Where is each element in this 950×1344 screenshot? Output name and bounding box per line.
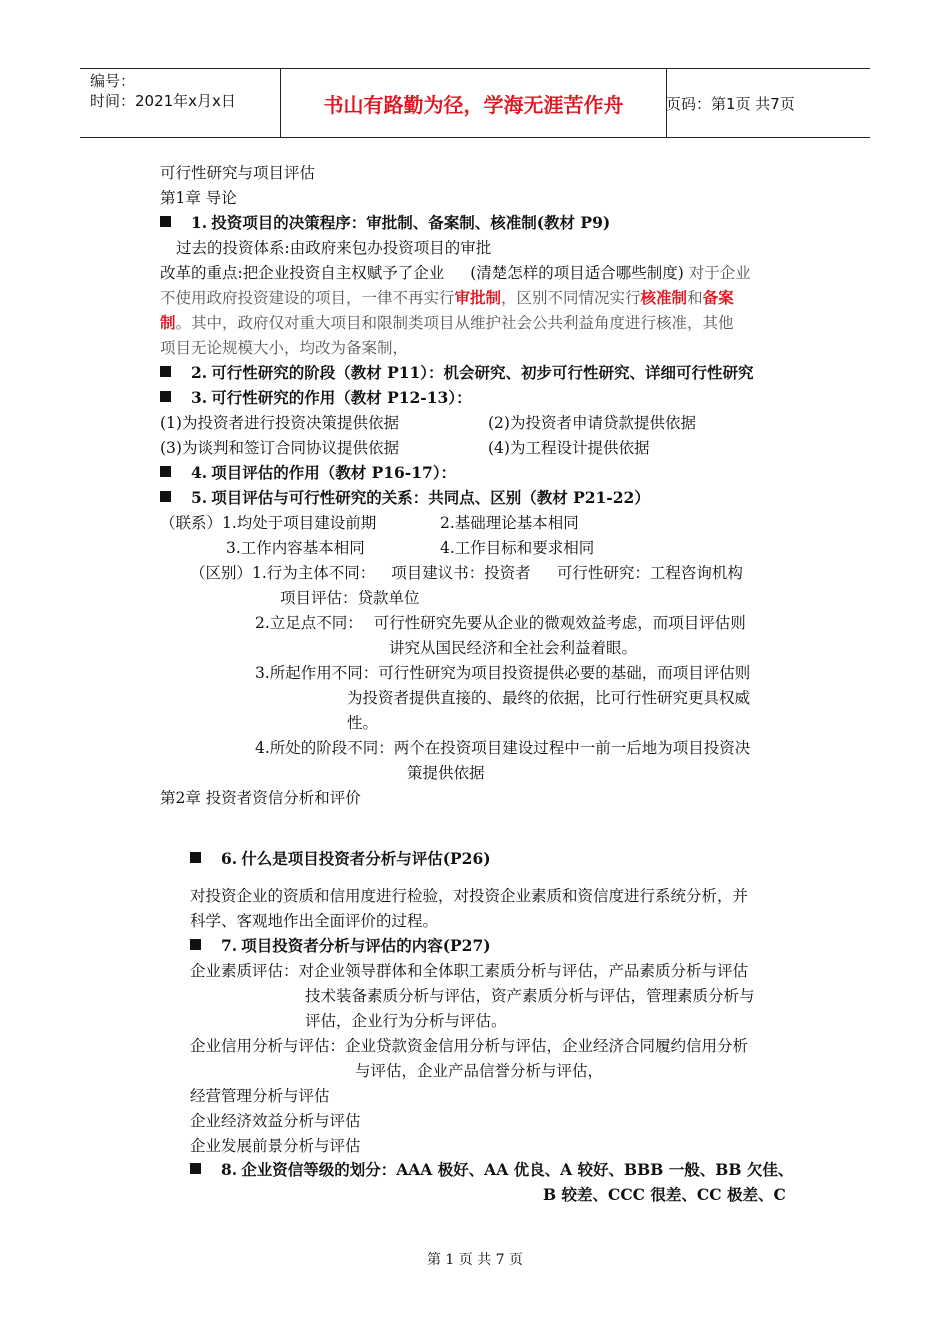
item-text: 可行性研究的阶段（教材 P11）：机会研究、初步可行性研究、详细可行性研究	[211, 363, 754, 382]
item-text: 项目投资者分析与评估的内容(P27)	[241, 936, 491, 955]
item-7	[190, 935, 491, 957]
text-run: 对于企业	[683, 264, 751, 282]
text-run: 项目建议书：投资者	[391, 564, 531, 582]
header-page	[666, 69, 870, 137]
item-5	[160, 487, 650, 509]
item-3	[160, 387, 472, 409]
evaluation-line: 企业经济效益分析与评估	[190, 1112, 361, 1130]
highlight-verification: 核准制	[640, 288, 688, 307]
text-run: ，区别不同情况实行	[501, 289, 641, 307]
relation-item: 3.工作内容基本相同	[226, 539, 365, 557]
difference-3: 3.所起作用不同：可行性研究为项目投资提供必要的基础，而项目评估则	[255, 664, 751, 682]
header-page-text: 页码：第1页 共7页	[666, 94, 795, 113]
relation-item: （联系）1.均处于项目建设前期	[160, 514, 377, 532]
text-run: 可行性研究：工程咨询机构	[556, 564, 743, 582]
evaluation-line: 经营管理分析与评估	[190, 1087, 330, 1105]
difference-4: 4.所处的阶段不同：两个在投资项目建设过程中一前一后地为项目投资决	[255, 739, 751, 757]
bullet-square-icon	[160, 491, 171, 502]
item-number: 4.	[191, 463, 208, 482]
text-run: 可行性研究先要从企业的微观效益考虑，而项目评估则	[373, 614, 746, 632]
evaluation-line: 企业信用分析与评估：企业贷款资金信用分析与评估，企业经济合同履约信用分析	[190, 1037, 749, 1055]
text-run: 和	[687, 289, 703, 307]
text-run: 改革的重点:把企业投资自主权赋予了企业	[160, 264, 445, 282]
text-run: (清楚怎样的项目适合哪些制度)	[470, 264, 684, 282]
text-run: 2.立足点不同：	[255, 614, 363, 632]
paragraph-line	[160, 287, 734, 309]
bullet-square-icon	[190, 852, 201, 863]
item-number: 2.	[191, 363, 208, 382]
difference-1	[190, 562, 743, 584]
paragraph-line: 科学、客观地作出全面评价的过程。	[190, 912, 439, 930]
item-1	[160, 212, 610, 234]
item-number: 7.	[221, 936, 238, 955]
paragraph-line: 对投资企业的资质和信用度进行检验，对投资企业素质和资信度进行系统分析，并	[190, 887, 749, 905]
difference-1-cont: 项目评估：贷款单位	[280, 589, 420, 607]
evaluation-line: 企业发展前景分析与评估	[190, 1137, 361, 1155]
evaluation-line: 评估，企业行为分析与评估。	[305, 1012, 507, 1030]
bullet-square-icon	[190, 939, 201, 950]
item-text: 可行性研究的作用（教材 P12-13）：	[211, 388, 472, 407]
paragraph-line: 项目无论规模大小，均改为备案制，	[160, 339, 409, 357]
item-number: 5.	[191, 488, 208, 507]
highlight-filing: 备案	[702, 288, 734, 307]
item-text: 项目评估的作用（教材 P16-17）：	[211, 463, 457, 482]
item-6	[190, 848, 491, 870]
difference-2	[255, 612, 746, 634]
chapter-2-title: 第2章 投资者资信分析和评价	[160, 789, 361, 807]
header-date: 时间：2021年x月x日	[90, 92, 236, 110]
difference-3-cont: 为投资者提供直接的、最终的依据，比可行性研究更具权威	[347, 689, 751, 707]
doc-title: 可行性研究与项目评估	[160, 164, 316, 182]
item-text: 投资项目的决策程序：审批制、备案制、核准制(教材 P9)	[211, 213, 611, 232]
chapter-1-title: 第1章 导论	[160, 189, 237, 207]
item-2	[160, 362, 754, 384]
evaluation-line: 与评估，企业产品信誉分析与评估，	[355, 1062, 604, 1080]
page-footer: 第 1 页 共 7 页	[426, 1252, 524, 1268]
text-run: 不使用政府投资建设的项目，一律不再实行	[160, 289, 455, 307]
paragraph-line: 过去的投资体系:由政府来包办投资项目的审批	[176, 239, 492, 257]
evaluation-line: 技术装备素质分析与评估，资产素质分析与评估，管理素质分析与	[305, 987, 755, 1005]
evaluation-line: 企业素质评估：对企业领导群体和全体职工素质分析与评估，产品素质分析与评估	[190, 962, 749, 980]
difference-2-cont: 讲究从国民经济和全社会利益着眼。	[389, 639, 638, 657]
item-number: 6.	[221, 849, 238, 868]
relation-item: 4.工作目标和要求相同	[440, 539, 595, 557]
bullet-square-icon	[160, 391, 171, 402]
item-number: 1.	[191, 213, 208, 232]
bullet-square-icon	[160, 366, 171, 377]
item-4	[160, 462, 456, 484]
item-text: 企业资信等级的划分：AAA 极好、AA 优良、A 较好、BBB 一般、BB 欠佳、	[241, 1160, 794, 1179]
difference-3-cont: 性。	[347, 714, 379, 732]
role-item: (2)为投资者申请贷款提供依据	[488, 414, 696, 432]
paragraph-line	[160, 312, 734, 334]
item-8-cont: B 较差、CCC 很差、CC 极差、C	[543, 1185, 786, 1204]
highlight-approval: 审批制	[454, 288, 502, 307]
text-run: 。其中，政府仅对重大项目和限制类项目从维护社会公共利益角度进行核准，其他	[175, 314, 734, 332]
bullet-square-icon	[160, 216, 171, 227]
header-number: 编号：	[90, 72, 136, 90]
page-header	[80, 68, 870, 138]
header-meta	[90, 71, 275, 111]
item-text: 项目评估与可行性研究的关系：共同点、区别（教材 P21-22）	[211, 488, 650, 507]
difference-4-cont: 策提供依据	[407, 764, 485, 782]
highlight-filing-end: 制	[160, 313, 176, 332]
text-run: （区别）1.行为主体不同：	[190, 564, 376, 582]
role-item: (3)为谈判和签订合同协议提供依据	[160, 439, 399, 457]
header-motto: 书山有路勤为径，学海无涯苦作舟	[280, 69, 667, 137]
item-8	[190, 1159, 793, 1181]
item-text: 什么是项目投资者分析与评估(P26)	[241, 849, 491, 868]
item-number: 3.	[191, 388, 208, 407]
role-item: (1)为投资者进行投资决策提供依据	[160, 414, 399, 432]
item-number: 8.	[221, 1160, 238, 1179]
bullet-square-icon	[190, 1163, 201, 1174]
role-item: (4)为工程设计提供依据	[488, 439, 650, 457]
paragraph-line	[160, 262, 751, 284]
bullet-square-icon	[160, 466, 171, 477]
relation-item: 2.基础理论基本相同	[440, 514, 579, 532]
